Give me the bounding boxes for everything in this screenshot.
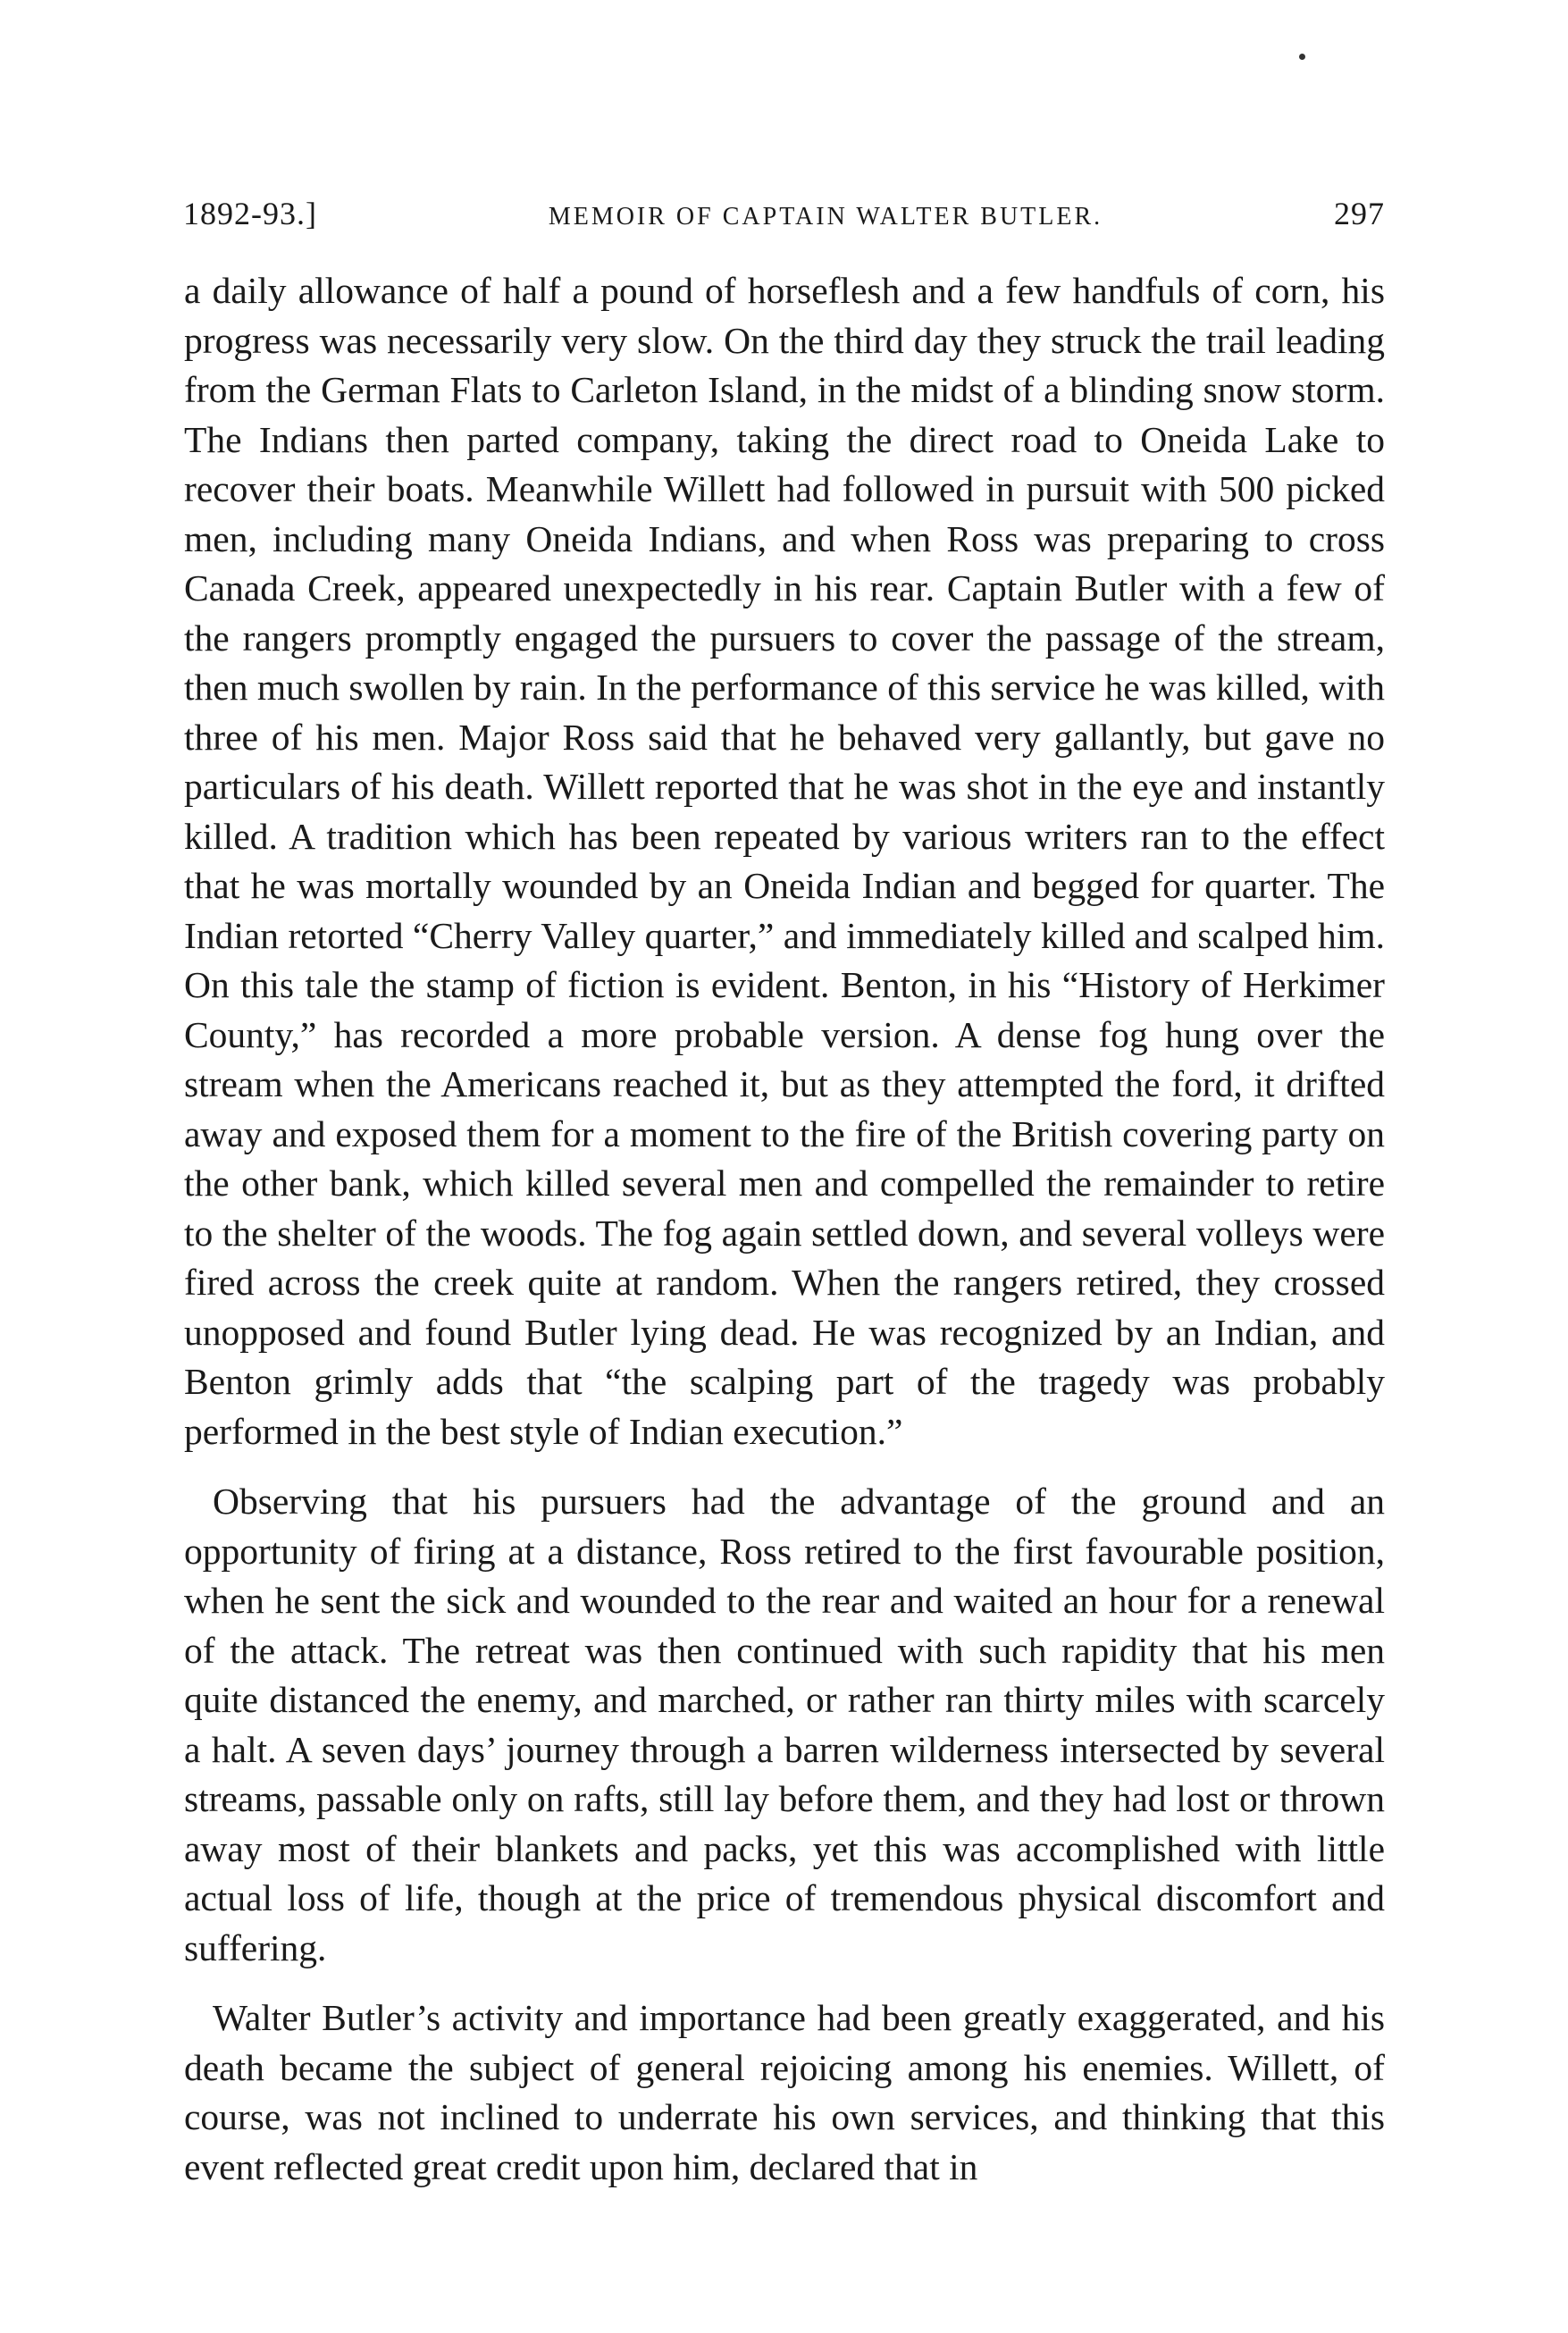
running-header [183, 195, 1385, 248]
body-text [184, 266, 1385, 2212]
header-years: 1892-93.] [183, 196, 317, 231]
header-title: MEMOIR OF CAPTAIN WALTER BUTLER. [548, 203, 1103, 231]
page-number: 297 [1333, 196, 1385, 231]
paragraph-1: a daily allowance of half a pound of horseflesh and a few handfuls of corn, his progress was necessarily very slow. On the third day they struck the trail leading from the German Flats to Carleton Island, in the midst of a blinding snow storm. The Indians then parted company, taking the direct road to Oneida Lake to recover their boats. Meanwhile Willett had followed in pursuit with 500 picked men, including many Oneida Indians, and when Ross was preparing to cross Canada Creek, appeared unexpectedly in his rear. Captain Butler with a few of the rangers promptly engaged the pursuers to cover the passage of the stream, then much swollen by rain. In the performance of this service he was killed, with three of his men. Major Ross said that he behaved very gallantly, but gave no particulars of his death. Willett reported that he was shot in the eye and instantly killed. A tradition which has been repeated by various writers ran to the effect that he was mortally wounded by an Oneida Indian and begged for quarter. The Indian retorted “Cherry Valley quarter,” and immediately killed and scalped him. On this tale the stamp of fiction is evident. Benton, in his “History of Herkimer County,” has recorded a more probable version. A dense fog hung over the stream when the Americans reached it, but as they attempted the ford, it drifted away and exposed them for a moment to the fire of the British covering party on the other bank, which killed several men and compelled the remainder to retire to the shelter of the woods. The fog again settled down, and several volleys were fired across the creek quite at random. When the rangers retired, they crossed unopposed and found Butler lying dead. He was recognized by an Indian, and Benton grimly adds that “the scalping part of the tragedy was probably performed in the best style of Indian execution.” [184, 270, 1385, 1452]
print-speck [1299, 54, 1305, 60]
paragraph-3: Walter Butler’s activity and importance had been greatly exaggerated, and his death became the subject of general rejoicing among his enemies. Willett, of course, was not inclined to underrate his own services, and thinking that this event reflected great credit upon him, declared that in [184, 1997, 1385, 2187]
paragraph-2: Observing that his pursuers had the advantage of the ground and an opportunity of firing at a distance, Ross retired to the first favourable position, when he sent the sick and wounded to the rear and waited an hour for a renewal of the attack. The retreat was then continued with such rapidity that his men quite distanced the enemy, and marched, or rather ran thirty miles with scarcely a halt. A seven days’ journey through a barren wilderness intersected by several streams, passable only on rafts, still lay before them, and they had lost or thrown away most of their blankets and packs, yet this was accomplished with little actual loss of life, though at the price of tremendous physical discomfort and suffering. [184, 1481, 1385, 1968]
